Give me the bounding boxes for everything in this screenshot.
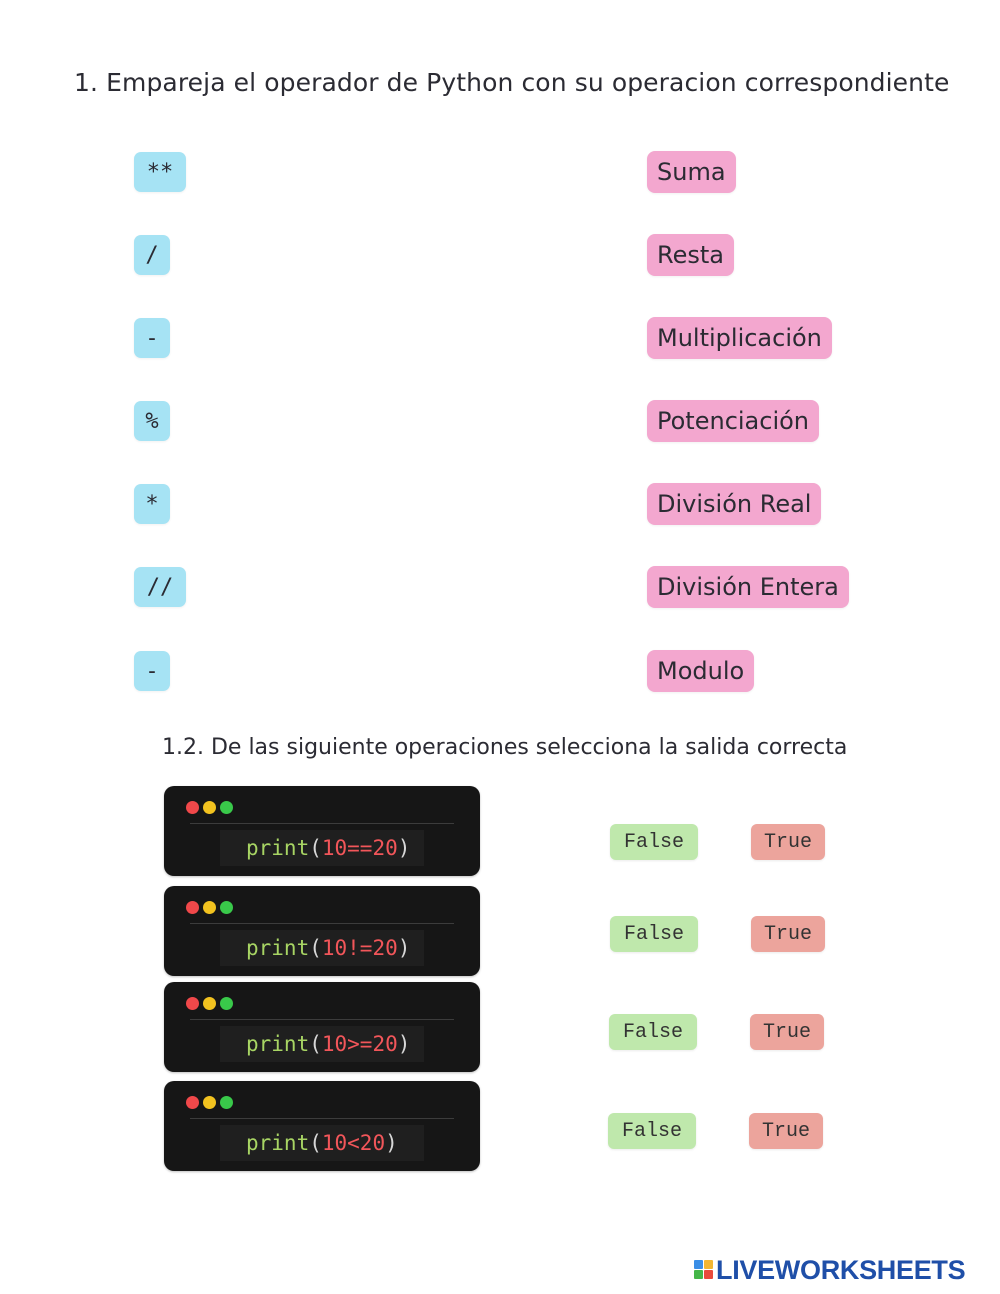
code-paren-close: ) [397, 936, 411, 960]
code-expression: 10!=20 [321, 936, 398, 960]
code-expression: 10<20 [321, 1131, 386, 1155]
question-2-title: 1.2. De las siguiente operaciones selecciona la salida correcta [162, 735, 848, 760]
operator-chip[interactable]: / [134, 235, 170, 275]
code-paren-open: ( [309, 1032, 322, 1056]
code-snippet [164, 886, 480, 976]
code-function: print [246, 936, 310, 960]
operation-chip[interactable]: División Real [647, 483, 821, 525]
code-function: print [246, 1131, 310, 1155]
window-dot-yellow [203, 901, 216, 914]
false-answer-button[interactable]: False [608, 1113, 696, 1149]
code-expression: 10>=20 [321, 1032, 398, 1056]
operator-chip[interactable]: * [134, 484, 170, 524]
code-paren-close: ) [385, 1131, 398, 1155]
window-dot-green [220, 801, 233, 814]
code-divider [190, 1019, 454, 1020]
operator-chip[interactable]: ** [134, 152, 186, 192]
true-answer-button[interactable]: True [751, 824, 825, 860]
code-function: print [246, 836, 310, 860]
liveworksheets-brand [694, 1256, 965, 1284]
code-divider [190, 1118, 454, 1119]
false-answer-button[interactable]: False [609, 1014, 697, 1050]
operator-chip[interactable]: - [134, 651, 170, 691]
true-answer-button[interactable]: True [749, 1113, 823, 1149]
window-dot-yellow [203, 997, 216, 1010]
code-paren-open: ( [309, 1131, 322, 1155]
window-dot-red [186, 997, 199, 1010]
window-dot-green [220, 1096, 233, 1109]
window-dot-green [220, 901, 233, 914]
code-snippet [164, 786, 480, 876]
code-snippet [164, 982, 480, 1072]
operation-chip[interactable]: Suma [647, 151, 736, 193]
code-paren-close: ) [397, 1032, 411, 1056]
code-divider [190, 823, 454, 824]
operation-chip[interactable]: Multiplicación [647, 317, 832, 359]
window-dot-red [186, 1096, 199, 1109]
code-line [220, 930, 424, 966]
operator-chip[interactable]: // [134, 567, 186, 607]
code-paren-close: ) [397, 836, 411, 860]
code-line [220, 830, 424, 866]
operator-chip[interactable]: - [134, 318, 170, 358]
true-answer-button[interactable]: True [751, 916, 825, 952]
window-dot-yellow [203, 801, 216, 814]
window-dot-green [220, 997, 233, 1010]
false-answer-button[interactable]: False [610, 916, 698, 952]
code-snippet [164, 1081, 480, 1171]
operation-chip[interactable]: Modulo [647, 650, 754, 692]
code-paren-open: ( [309, 936, 322, 960]
code-divider [190, 923, 454, 924]
operation-chip[interactable]: Resta [647, 234, 734, 276]
operation-chip[interactable]: Potenciación [647, 400, 819, 442]
code-paren-open: ( [309, 836, 322, 860]
liveworksheets-logo-icon [694, 1260, 714, 1280]
false-answer-button[interactable]: False [610, 824, 698, 860]
true-answer-button[interactable]: True [750, 1014, 824, 1050]
code-line [220, 1026, 424, 1062]
window-dot-red [186, 901, 199, 914]
window-dot-yellow [203, 1096, 216, 1109]
window-dot-red [186, 801, 199, 814]
brand-name: LIVEWORKSHEETS [716, 1254, 966, 1285]
question-1-title: 1. Empareja el operador de Python con su operacion correspondiente [74, 68, 950, 97]
code-line [220, 1125, 424, 1161]
operator-chip[interactable]: % [134, 401, 170, 441]
code-expression: 10==20 [321, 836, 398, 860]
operation-chip[interactable]: División Entera [647, 566, 849, 608]
code-function: print [246, 1032, 310, 1056]
